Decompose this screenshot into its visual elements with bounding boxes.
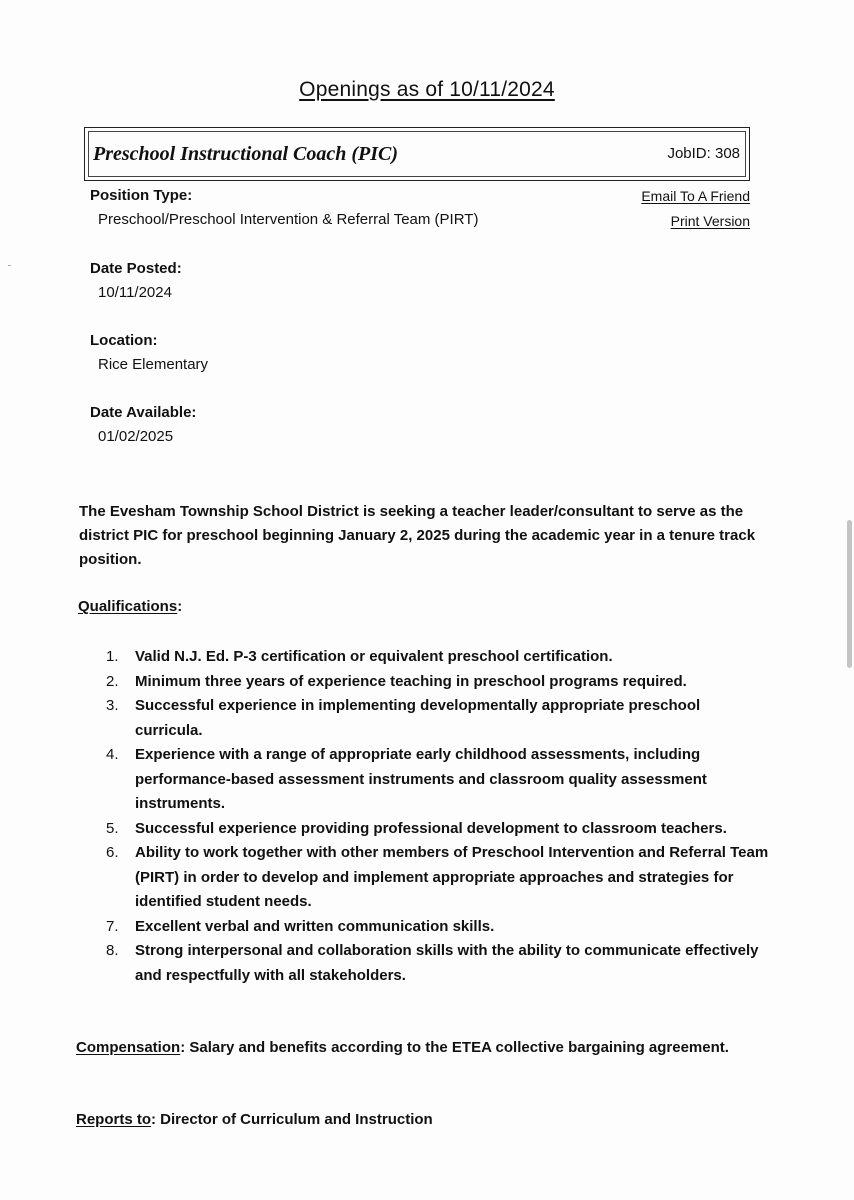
reports-to-label: Reports to xyxy=(76,1111,151,1128)
location-label: Location: xyxy=(90,332,158,349)
print-version-link[interactable]: Print Version xyxy=(670,213,750,229)
reports-to-text: : Director of Curriculum and Instruction xyxy=(151,1111,433,1128)
qualification-text: Minimum three years of experience teaching in preschool programs required. xyxy=(135,672,687,690)
qualifications-heading xyxy=(78,598,182,615)
job-title: Preschool Instructional Coach (PIC) xyxy=(93,143,399,165)
reports-to-section xyxy=(76,1108,766,1132)
position-type-label: Position Type: xyxy=(90,187,193,204)
page-title: Openings as of 10/11/2024 xyxy=(299,78,555,101)
qualification-item xyxy=(80,743,770,817)
email-to-friend-link[interactable]: Email To A Friend xyxy=(641,188,750,204)
date-posted-label: Date Posted: xyxy=(90,260,182,277)
compensation-section xyxy=(76,1036,766,1060)
qualification-text: Excellent verbal and written communication skills. xyxy=(135,917,495,935)
qualifications-list xyxy=(80,645,770,988)
position-type-field xyxy=(90,187,478,228)
qualification-number: 2. xyxy=(106,672,119,690)
qualification-item xyxy=(80,694,770,743)
qualification-text: Successful experience providing professional development to classroom teachers. xyxy=(135,819,727,837)
qualification-text: Experience with a range of appropriate early childhood assessments, including performance-based assessment instruments and classroom quality assessment instruments. xyxy=(135,746,707,812)
qualification-number: 7. xyxy=(106,917,119,935)
qualification-text: Strong interpersonal and collaboration skills with the ability to communicate effectively and respectfully with all stakeholders. xyxy=(135,942,759,984)
date-available-field xyxy=(90,404,196,445)
qualification-number: 3. xyxy=(106,697,119,714)
job-description-intro: The Evesham Township School District is seeking a teacher leader/consultant to serve as the district PIC for preschool beginning January 2, 2025 during the academic year in a tenure track position. xyxy=(79,503,756,568)
qualification-item xyxy=(80,841,770,915)
qualification-item xyxy=(80,939,770,988)
date-available-label: Date Available: xyxy=(90,404,197,421)
qualification-item xyxy=(80,817,770,842)
qualification-text: Ability to work together with other members of Preschool Intervention and Referral Team (PIRT) in order to develop and implement appropriate approaches and strategies for identified student needs. xyxy=(135,844,769,910)
qualifications-heading-text: Qualifications xyxy=(78,598,178,615)
qualification-item xyxy=(80,645,770,670)
location-value: Rice Elementary xyxy=(98,356,209,373)
qualifications-heading-colon: : xyxy=(177,598,183,615)
qualification-number: 5. xyxy=(106,819,119,837)
date-available-value: 01/02/2025 xyxy=(98,428,174,445)
date-posted-field xyxy=(90,260,182,301)
qualification-number: 8. xyxy=(106,942,119,959)
position-type-value: Preschool/Preschool Intervention & Referral Team (PIRT) xyxy=(98,211,479,228)
qualification-item xyxy=(80,915,770,940)
vertical-scrollbar[interactable] xyxy=(847,520,852,668)
location-field xyxy=(90,332,208,373)
date-posted-value: 10/11/2024 xyxy=(98,284,172,301)
qualification-number: 1. xyxy=(106,648,119,665)
compensation-label: Compensation xyxy=(76,1039,181,1056)
scan-speck xyxy=(8,265,11,266)
job-header-box xyxy=(84,127,750,181)
qualification-number: 6. xyxy=(106,844,119,861)
qualification-text: Valid N.J. Ed. P-3 certification or equivalent preschool certification. xyxy=(135,648,613,665)
qualification-item xyxy=(80,670,770,695)
compensation-text: : Salary and benefits according to the ETEA collective bargaining agreement. xyxy=(180,1039,729,1056)
job-id: JobID: 308 xyxy=(667,145,740,162)
qualification-text: Successful experience in implementing developmentally appropriate preschool curricula. xyxy=(135,697,701,739)
qualification-number: 4. xyxy=(106,746,119,763)
